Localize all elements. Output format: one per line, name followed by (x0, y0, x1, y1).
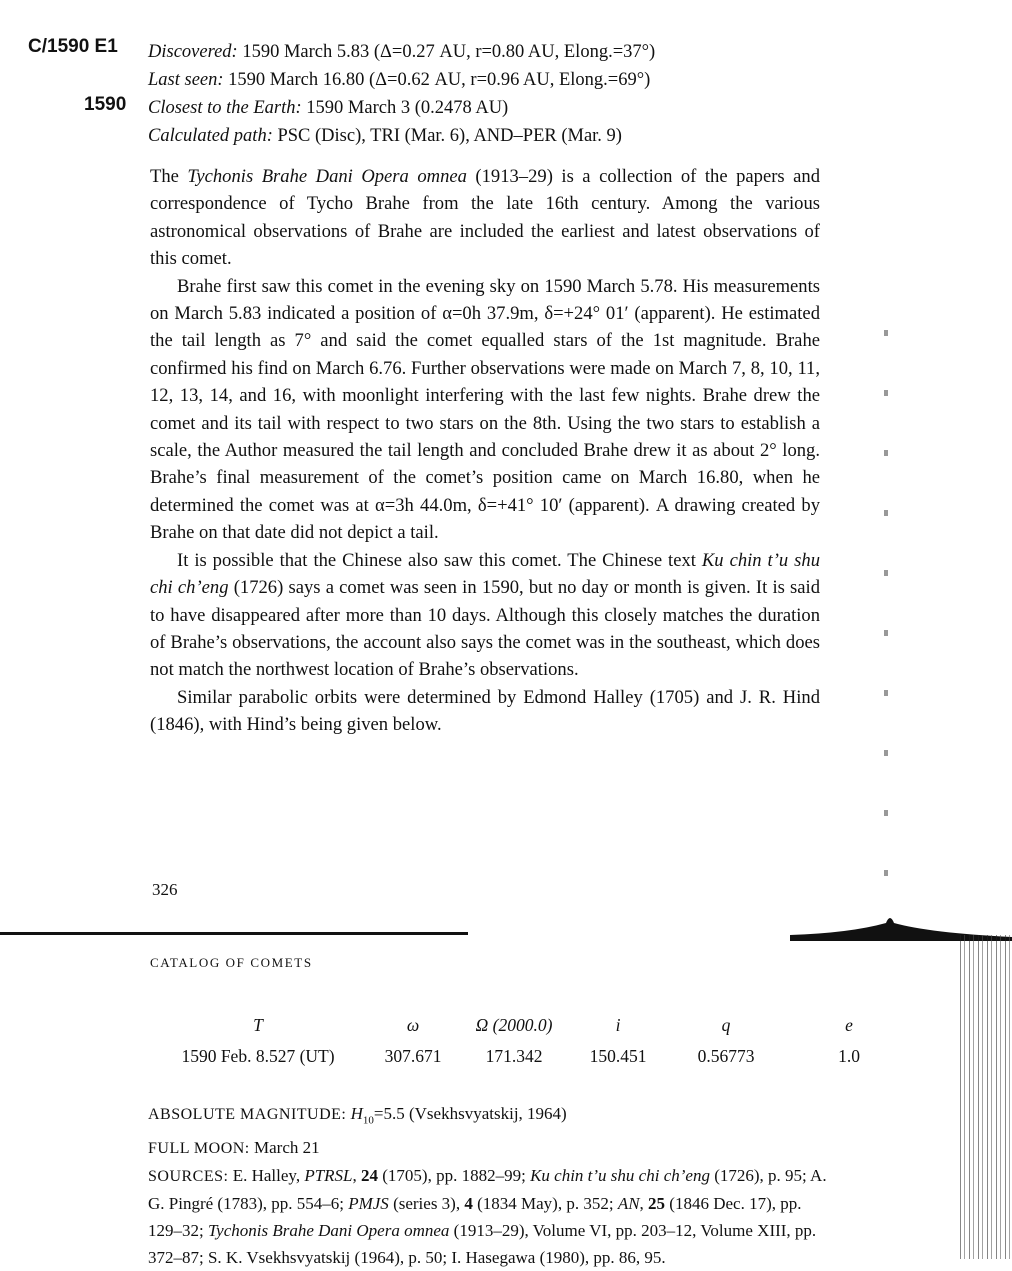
header-ascending-node: Ω (2000.0) (475, 1015, 553, 1035)
header-inclination: i (615, 1015, 621, 1035)
table-cell: 1.0 (838, 1046, 860, 1066)
footer-notes (148, 1100, 838, 1271)
absolute-magnitude: ABSOLUTE MAGNITUDE: $H_{10}=5.5$ (Vsekhsvyatskij, 1964) (148, 1104, 567, 1127)
fact-discovered (148, 38, 655, 66)
fact-value: 1590 March 16.80 (Δ=0.62 AU, r=0.96 AU, Elong.=69°) (228, 70, 651, 90)
paragraph-3: It is possible that the Chinese also saw this comet. The Chinese text Ku chin t’u shu chi ch’eng (1726) says a comet was seen in 1590, but no day or month is given. It is said to have disappeared after more than 10 days. Although this closely matches the duration of Brahe’s observations, the account also says the comet was in the southeast, which does not match the northwest location of Brahe’s observations. (150, 549, 821, 681)
orbit-elements-table (148, 1013, 912, 1067)
book-spine-marks (884, 330, 888, 920)
table-cell: 1590 Feb. 8.527 (UT) (181, 1046, 335, 1066)
comet-year: 1590 (84, 94, 127, 115)
fact-label: Calculated path: (148, 126, 273, 146)
comet-designation: C/1590 E1 (28, 36, 118, 57)
fact-closest-approach (148, 94, 655, 122)
sources: SOURCES: E. Halley, PTRSL, 24 (1705), pp. 1882–99; Ku chin t’u shu chi ch’eng (1726), p. 95; A. G. Pingré (1783), pp. 554–6; PMJS (series 3), 4 (1834 May), p. 352; AN, 25 (1846 Dec. 17), pp. 129–32; Tychonis Brahe Dani Opera omnea (1913–29), Volume VI, pp. 203–12, Volume XIII, pp. 372–87; S. K. Vsekhsvyatskij (1964), p. 50; I. Hasegawa (1980), pp. 86, 95. (148, 1166, 827, 1268)
paragraph-2: Brahe first saw this comet in the evening sky on 1590 March 5.78. His measurements on March 5.83 indicated a position of α=0h 37.9m, δ=+24° 01′ (apparent). He estimated the tail length as 7° and said the comet equalled stars of the 1st magnitude. Brahe confirmed his find on March 6.76. Further observations were made on March 7, 8, 10, 11, 12, 13, 14, and 16, with moonlight interfering with the last few nights. Brahe drew the comet and its tail with respect to two stars on the 8th. Using the two stars to establish a scale, the Author measured the tail length and concluded Brahe drew it as about 2° long. Brahe’s final measurement of the comet’s position came on March 16.80, when he determined the comet was at α=3h 44.0m, δ=+41° 10′ (apparent). A drawing created by Brahe on that date did not depict a tail. (150, 275, 820, 544)
fact-calculated-path (148, 122, 655, 150)
comet-facts (148, 38, 655, 150)
fact-value: 1590 March 5.83 (Δ=0.27 AU, r=0.80 AU, Elong.=37°) (242, 42, 656, 62)
full-moon: FULL MOON: March 21 (148, 1138, 320, 1158)
fact-value: PSC (Disc), TRI (Mar. 6), AND–PER (Mar. 9) (277, 126, 622, 146)
table-header-row (148, 1013, 912, 1046)
table-cell: 307.671 (384, 1046, 442, 1066)
fact-label: Closest to the Earth: (148, 98, 302, 118)
fact-label: Discovered: (148, 42, 238, 62)
page-number: 326 (152, 880, 178, 899)
page-edge-scan (960, 935, 1012, 1259)
paragraph-4: Similar parabolic orbits were determined by Edmond Halley (1705) and J. R. Hind (1846), with Hind’s being given below. (150, 686, 820, 736)
fact-value: 1590 March 3 (0.2478 AU) (306, 98, 509, 118)
book-title: Tychonis Brahe Dani Opera omnea (187, 166, 467, 187)
header-perihelion-time: T (253, 1015, 263, 1035)
running-head: CATALOG OF COMETS (150, 955, 313, 970)
header-arg-perihelion: ω (406, 1015, 420, 1035)
header-eccentricity: e (845, 1015, 853, 1035)
page-divider (0, 932, 468, 935)
fact-label: Last seen: (148, 70, 224, 90)
fact-last-seen (148, 66, 655, 94)
paragraph-1: The Tychonis Brahe Dani Opera omnea (1913–29) is a collection of the papers and correspondence of Tycho Brahe from the late 16th century. Among the various astronomical observations of Brahe are included the earliest and latest observations of this comet. (150, 166, 820, 270)
body-text (150, 163, 820, 739)
table-cell: 171.342 (485, 1046, 543, 1066)
header-perihelion-distance: q (721, 1015, 731, 1035)
book-title: Ku chin t’u shu chi ch’eng (150, 549, 820, 599)
table-cell: 150.451 (589, 1046, 647, 1066)
table-row (148, 1046, 912, 1067)
table-cell: 0.56773 (697, 1046, 755, 1066)
